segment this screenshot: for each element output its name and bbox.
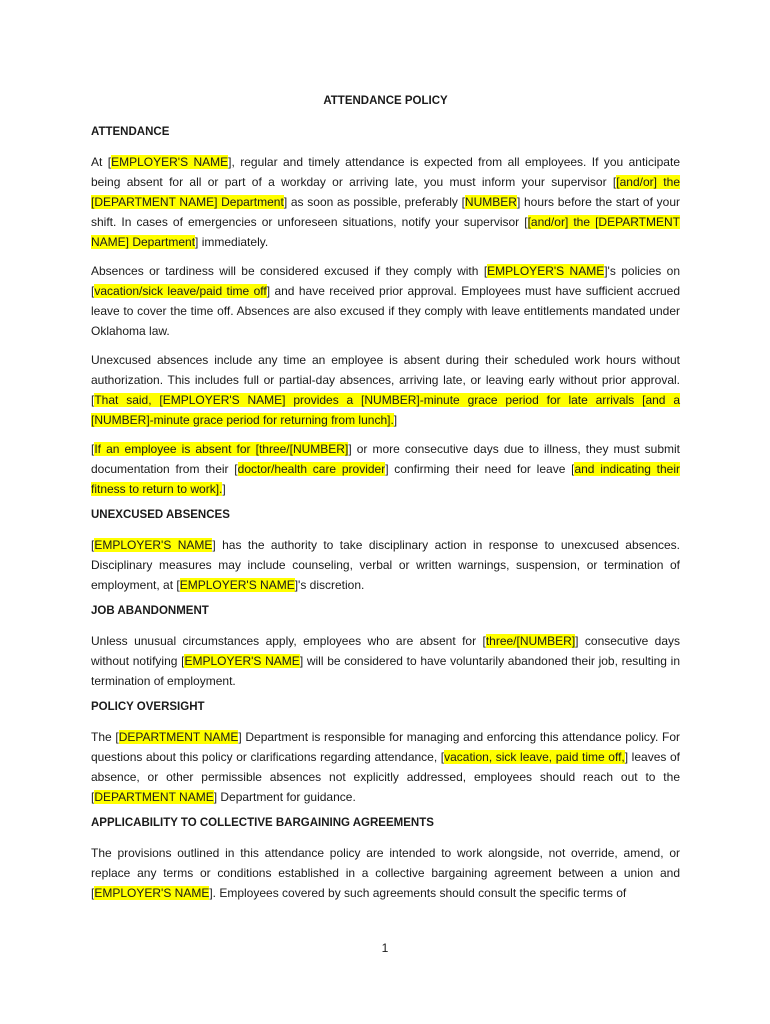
paragraph-text: The provisions outlined in this attendance policy are intended to work alongside, not override, amend, or replace any terms or conditions established in a collective bargaining agreement between a union and [	[91, 846, 680, 900]
paragraph-text: ] hours before the start of your shift. In cases of emergencies or unforeseen situations, notify your supervisor [	[91, 195, 681, 229]
section-heading: JOB ABANDONMENT	[91, 605, 209, 617]
paragraph-text: ] as soon as possible, preferably [	[283, 195, 465, 209]
paragraph-text: The [	[91, 730, 119, 744]
paragraph-text: ]'s discretion.	[294, 578, 365, 592]
paragraph-text: ] has the authority to take disciplinary action in response to unexcused absences. Disciplinary measures may include counseling, verbal or written warnings, suspension, or termination of employment, at [	[91, 538, 681, 592]
placeholder-highlight: EMPLOYER'S NAME	[111, 155, 229, 169]
placeholder-highlight: DEPARTMENT NAME	[118, 730, 239, 744]
paragraph-text: ] leaves of absence, or other permissible absences not explicitly addressed, employees should reach out to the [	[91, 750, 680, 804]
paragraph	[91, 535, 680, 595]
paragraph-text: ] Department is responsible for managing and enforcing this attendance policy. For questions about this policy or clarifications regarding attendance, [	[91, 730, 680, 764]
section-heading: APPLICABILITY TO COLLECTIVE BARGAINING AGREEMENTS	[91, 817, 434, 829]
placeholder-highlight: doctor/health care provider	[237, 462, 386, 476]
section-heading: UNEXCUSED ABSENCES	[91, 509, 230, 521]
paragraph	[91, 350, 680, 430]
paragraph-text: ]'s policies on [	[91, 264, 680, 298]
paragraph-text: Absences or tardiness will be considered excused if they comply with [	[91, 264, 488, 278]
page-number: 1	[381, 941, 389, 955]
placeholder-highlight: EMPLOYER'S NAME	[94, 886, 210, 900]
paragraph-text: At [	[91, 155, 112, 169]
placeholder-highlight: NUMBER	[464, 195, 517, 209]
paragraph-text: ] and have received prior approval. Employees must have sufficient accrued leave to cover the time off. Absences are also excused if they comply with leave entitlements mandated under Oklahoma law.	[91, 284, 680, 338]
paragraph-text: ]. Employees covered by such agreements should consult the specific terms of	[209, 886, 627, 900]
placeholder-highlight: EMPLOYER'S NAME	[487, 264, 605, 278]
paragraph-text: Unexcused absences include any time an employee is absent during their scheduled work hours without authorization. This includes full or partial-day absences, arriving late, or leaving early without prior approval. [	[91, 353, 680, 407]
document-sections	[91, 125, 680, 903]
placeholder-highlight: If an employee is absent for [three/[NUMBER]	[94, 442, 349, 456]
placeholder-highlight: [and/or] the [DEPARTMENT NAME] Department	[91, 175, 680, 209]
paragraph-text: ], regular and timely attendance is expected from all employees. If you anticipate being absent for all or part of a workday or arriving late, you must inform your supervisor [	[91, 155, 680, 189]
paragraph-text: ] or more consecutive days due to illness, they must submit documentation from their [	[91, 442, 680, 476]
paragraph	[91, 152, 680, 252]
placeholder-highlight: DEPARTMENT NAME	[94, 790, 214, 804]
placeholder-highlight: and indicating their fitness to return to work].	[91, 462, 681, 496]
paragraph-text: ] consecutive days without notifying [	[91, 634, 681, 668]
placeholder-highlight: vacation/sick leave/paid time off	[94, 284, 267, 298]
paragraph-text: ] will be considered to have voluntarily abandoned their job, resulting in termination of employment.	[91, 654, 681, 688]
paragraph	[91, 261, 680, 341]
document-body	[91, 94, 680, 912]
placeholder-highlight: EMPLOYER'S NAME	[184, 654, 300, 668]
paragraph-text: [	[91, 442, 95, 456]
document-title: ATTENDANCE POLICY	[323, 95, 448, 107]
paragraph-text: ] immediately.	[195, 235, 269, 249]
paragraph	[91, 727, 680, 807]
placeholder-highlight: EMPLOYER'S NAME	[179, 578, 295, 592]
paragraph	[91, 631, 680, 691]
placeholder-highlight: That said, [EMPLOYER'S NAME] provides a [NUMBER]-minute grace period for late arrivals [and a [NUMBER]-minute grace period for returning from lunch].	[91, 393, 680, 427]
paragraph-text: [	[91, 538, 95, 552]
section-heading: POLICY OVERSIGHT	[91, 701, 205, 713]
paragraph	[91, 843, 680, 903]
paragraph-text: ] confirming their need for leave [	[385, 462, 575, 476]
paragraph-text: Unless unusual circumstances apply, employees who are absent for [	[91, 634, 486, 648]
paragraph-text: ]	[222, 482, 226, 496]
placeholder-highlight: vacation, sick leave, paid time off,	[444, 750, 625, 764]
paragraph-text: ] Department for guidance.	[213, 790, 356, 804]
section-heading: ATTENDANCE	[91, 126, 170, 138]
paragraph	[91, 439, 680, 499]
paragraph-text: ]	[393, 413, 398, 427]
placeholder-highlight: three/[NUMBER]	[485, 634, 576, 648]
placeholder-highlight: [and/or] the [DEPARTMENT NAME] Department	[91, 215, 680, 249]
placeholder-highlight: EMPLOYER'S NAME	[94, 538, 213, 552]
